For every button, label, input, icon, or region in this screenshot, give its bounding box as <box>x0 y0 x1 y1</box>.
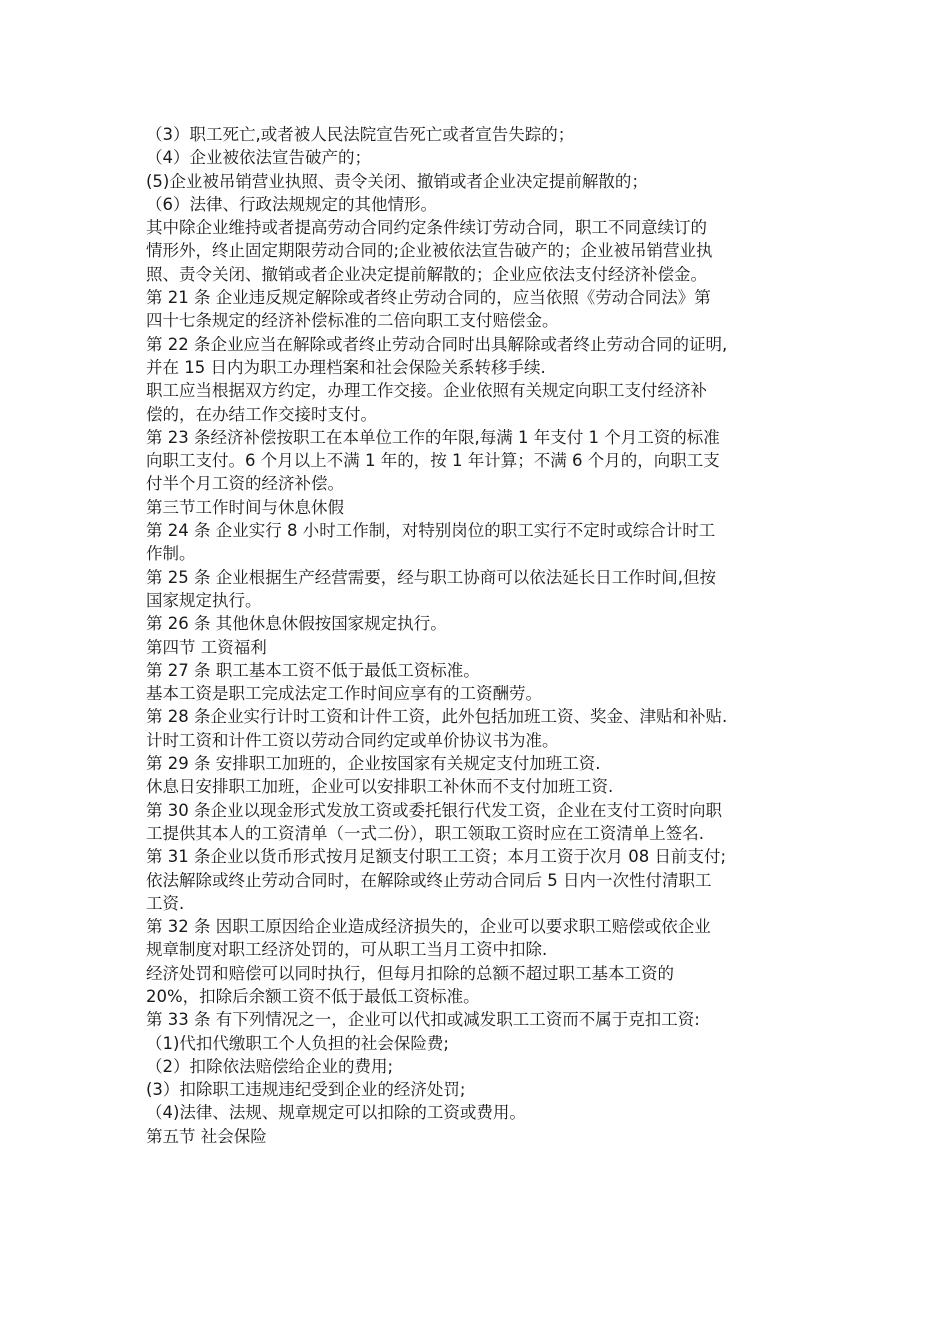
document-page <box>146 123 826 1148</box>
text-line: 第 29 条 安排职工加班的，企业按国家有关规定支付加班工资. <box>146 754 601 774</box>
text-line: 向职工支付。6 个月以上不满 1 年的，按 1 年计算；不满 6 个月的，向职工支 <box>146 451 720 471</box>
text-line: （6）法律、行政法规规定的其他情形。 <box>146 194 437 214</box>
text-line: 第 23 条经济补偿按职工在本单位工作的年限,每满 1 年支付 1 个月工资的标准 <box>146 427 720 447</box>
text-line: 工提供其本人的工资清单（一式二份），职工领取工资时应在工资清单上签名. <box>146 823 704 843</box>
text-line: 经济处罚和赔偿可以同时执行，但每月扣除的总额不超过职工基本工资的 <box>146 963 674 983</box>
text-line: 第 31 条企业以货币形式按月足额支付职工工资；本月工资于次月 08 日前支付; <box>146 847 727 867</box>
text-line: 情形外，终止固定期限劳动合同的;企业被依法宣告破产的；企业被吊销营业执 <box>146 241 713 261</box>
text-line: 第 21 条 企业违反规定解除或者终止劳动合同的，应当依照《劳动合同法》第 <box>146 288 711 308</box>
section-heading: 第五节 社会保险 <box>146 1126 267 1146</box>
text-line: 20%，扣除后余额工资不低于最低工资标准。 <box>146 986 480 1006</box>
text-line: 第 32 条 因职工原因给企业造成经济损失的，企业可以要求职工赔偿或依企业 <box>146 917 711 937</box>
text-line: 第 30 条企业以现金形式发放工资或委托银行代发工资，企业在支付工资时向职 <box>146 800 722 820</box>
list-item: （1)代扣代缴职工个人负担的社会保险费; <box>146 1033 449 1053</box>
list-item: （4)法律、法规、规章规定可以扣除的工资或费用。 <box>146 1103 526 1123</box>
text-line: 照、责令关闭、撤销或者企业决定提前解散的；企业应依法支付经济补偿金。 <box>146 264 707 284</box>
text-line: 职工应当根据双方约定，办理工作交接。企业依照有关规定向职工支付经济补 <box>146 381 707 401</box>
text-line: 四十七条规定的经济补偿标准的二倍向职工支付赔偿金。 <box>146 311 559 331</box>
list-item: （2）扣除依法赔偿给企业的费用; <box>146 1056 394 1076</box>
text-line: （3）职工死亡,或者被人民法院宣告死亡或者宣告失踪的； <box>146 125 575 144</box>
text-line: (5)企业被吊销营业执照、责令关闭、撤销或者企业决定提前解散的； <box>146 171 648 191</box>
text-line: 规章制度对职工经济处罚的，可从职工当月工资中扣除. <box>146 940 548 960</box>
text-line: 休息日安排职工加班，企业可以安排职工补休而不支付加班工资. <box>146 777 614 797</box>
text-line: （4）企业被依法宣告破产的； <box>146 148 371 168</box>
text-line: 第 27 条 职工基本工资不低于最低工资标准。 <box>146 660 480 680</box>
section-heading: 第三节工作时间与休息休假 <box>146 497 344 517</box>
text-line: 付半个月工资的经济补偿。 <box>146 474 344 494</box>
text-line: 依法解除或终止劳动合同时，在解除或终止劳动合同后 5 日内一次性付清职工 <box>146 870 712 890</box>
text-line: 偿的，在办结工作交接时支付。 <box>146 404 377 424</box>
text-line: 第 33 条 有下列情况之一，企业可以代扣或减发职工工资而不属于克扣工资: <box>146 1010 700 1030</box>
list-item: (3）扣除职工违规违纪受到企业的经济处罚; <box>146 1080 466 1100</box>
section-heading: 第四节 工资福利 <box>146 637 267 657</box>
text-line: 第 24 条 企业实行 8 小时工作制，对特别岗位的职工实行不定时或综合计时工 <box>146 521 716 541</box>
text-line: 基本工资是职工完成法定工作时间应享有的工资酬劳。 <box>146 684 542 704</box>
text-line: 其中除企业维持或者提高劳动合同约定条件续订劳动合同，职工不同意续订的 <box>146 218 707 238</box>
text-line: 并在 15 日内为职工办理档案和社会保险关系转移手续. <box>146 357 546 377</box>
text-line: 工资. <box>146 893 185 913</box>
text-line: 第 26 条 其他休息休假按国家规定执行。 <box>146 614 447 634</box>
text-line: 第 28 条企业实行计时工资和计件工资，此外包括加班工资、奖金、津贴和补贴. <box>146 707 728 727</box>
text-line: 第 22 条企业应当在解除或者终止劳动合同时出具解除或者终止劳动合同的证明, <box>146 334 728 354</box>
text-line: 国家规定执行。 <box>146 590 262 610</box>
text-line: 作制。 <box>146 544 196 564</box>
text-line: 第 25 条 企业根据生产经营需要，经与职工协商可以依法延长日工作时间,但按 <box>146 567 716 587</box>
text-line: 计时工资和计件工资以劳动合同约定或单价协议书为准。 <box>146 730 559 750</box>
